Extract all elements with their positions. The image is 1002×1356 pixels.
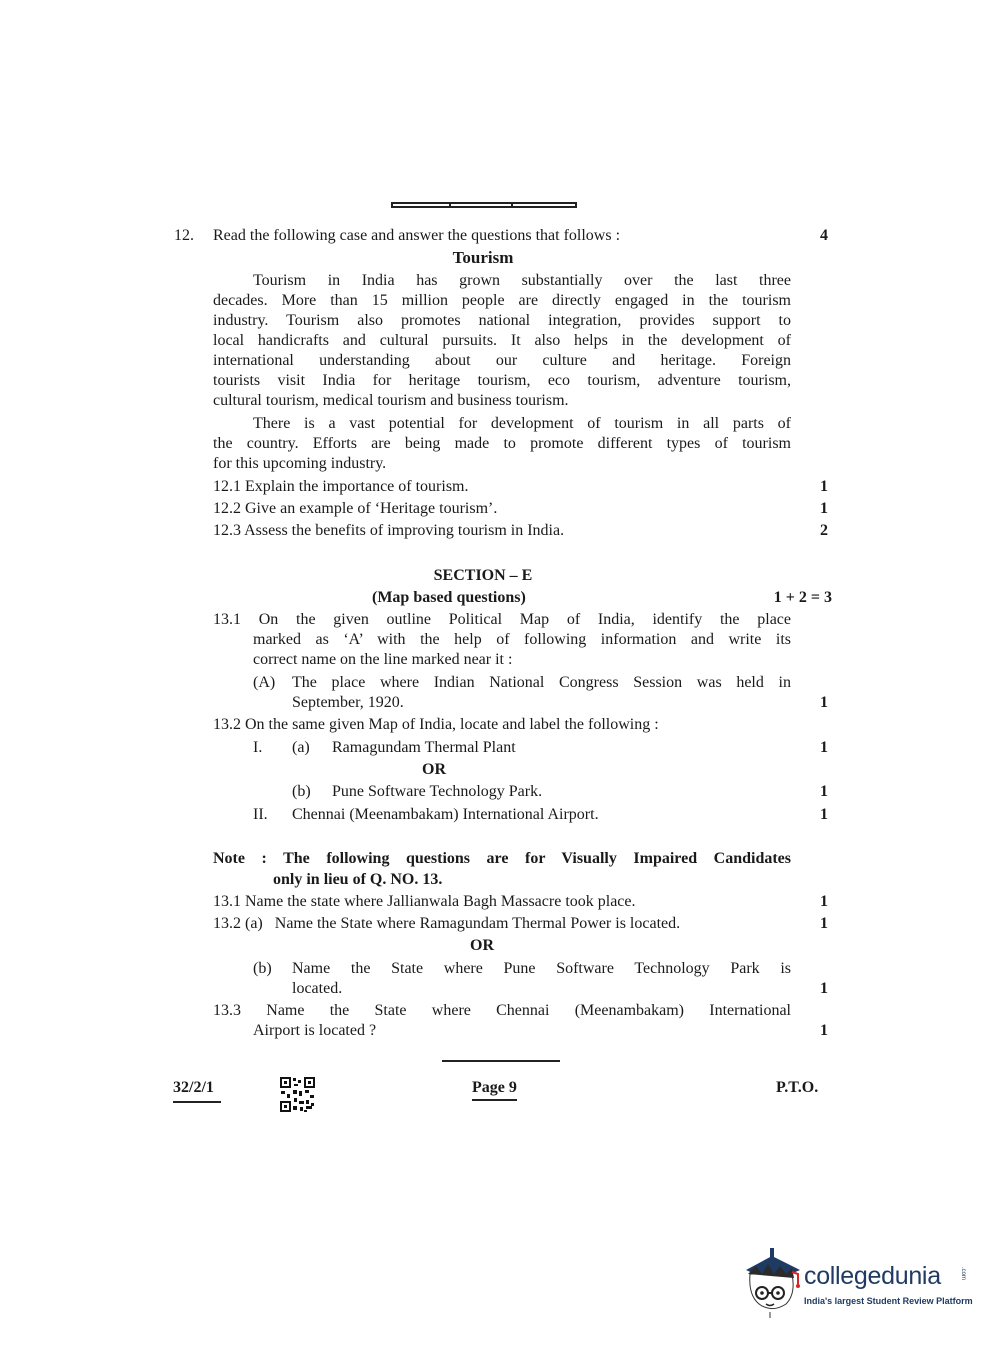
q13-1-optA-label: (A) [253, 674, 276, 691]
section-e-marks: 1 + 2 = 3 [773, 589, 832, 606]
q13-2-a-marks: 1 [820, 739, 828, 756]
q13-2-ii-marks: 1 [820, 806, 828, 823]
para2-line: There is a vast potential for development of tourism in all parts of [253, 415, 791, 432]
q12-3: 12.3 Assess the benefits of improving tourism in India. [213, 522, 565, 539]
q12-1: 12.1 Explain the importance of tourism. [213, 478, 469, 495]
vi-or: OR [470, 937, 494, 954]
brand-suffix: .com [960, 1267, 966, 1281]
vi-q13-1-marks: 1 [820, 893, 828, 910]
para1-line: decades. More than 15 million people are directly engaged in the tourism [213, 292, 791, 309]
vi-q13-3-line: Airport is located ? [253, 1022, 377, 1039]
q12-marks: 4 [820, 227, 828, 244]
q13-2-roman-ii: II. [253, 806, 268, 823]
section-e-heading: SECTION – E [433, 567, 533, 584]
vi-q13-3-marks: 1 [820, 1022, 828, 1039]
para1-line: industry. Tourism also promotes national integration, provides support to [213, 312, 791, 329]
note-line-1: Note : The following questions are for Visually Impaired Candidates [213, 850, 791, 867]
q13-1-line: correct name on the line marked near it : [253, 651, 513, 668]
q12-1-marks: 1 [820, 478, 828, 495]
page-number: Page 9 [472, 1078, 517, 1098]
vi-q13-2a: 13.2 (a) Name the State where Ramagundam Thermal Power is located. [213, 915, 681, 932]
q13-1-line: 13.1 On the given outline Political Map of India, identify the place [213, 611, 791, 628]
vi-q13-1: 13.1 Name the state where Jallianwala Bagh Massacre took place. [213, 893, 636, 910]
q13-2-intro: 13.2 On the same given Map of India, locate and label the following : [213, 716, 659, 733]
q13-1-marks: 1 [820, 694, 828, 711]
q12-prompt: Read the following case and answer the questions that follows : [213, 227, 621, 244]
q13-2-b-marks: 1 [820, 783, 828, 800]
q12-2-marks: 1 [820, 500, 828, 517]
para1-line: local handicrafts and cultural pursuits. It also helps in the development of [213, 332, 791, 349]
q13-2-b-label: (b) [292, 783, 311, 800]
paper-code: 32/2/1 [173, 1078, 221, 1103]
para2-line: for this upcoming industry. [213, 455, 387, 472]
q12-3-marks: 2 [820, 522, 828, 539]
brand-name: collegedunia [804, 1262, 941, 1290]
brand-tagline: India's largest Student Review Platform [804, 1296, 973, 1306]
q12-2: 12.2 Give an example of ‘Heritage tourism’. [213, 500, 498, 517]
case-title: Tourism [452, 248, 514, 267]
collegedunia-logo [742, 1248, 972, 1320]
q13-2-a-label: (a) [292, 739, 310, 756]
top-divider-bar [391, 202, 577, 208]
q13-2-roman-i: I. [253, 739, 263, 756]
para1-line: cultural tourism, medical tourism and business tourism. [213, 392, 569, 409]
end-rule [442, 1060, 560, 1062]
vi-q13-2b-line: Name the State where Pune Software Technology Park is [292, 960, 791, 977]
vi-q13-2b-label: (b) [253, 960, 272, 977]
para2-line: the country. Efforts are being made to promote different types of tourism [213, 435, 791, 452]
q12-number: 12. [174, 227, 194, 244]
q13-1-line: marked as ‘A’ with the help of following information and write its [253, 631, 791, 648]
vi-q13-3-line: 13.3 Name the State where Chennai (Meenambakam) International [213, 1002, 791, 1019]
vi-q13-2a-marks: 1 [820, 915, 828, 932]
q13-2-a-text: Ramagundam Thermal Plant [332, 739, 516, 756]
vi-q13-2b-marks: 1 [820, 980, 828, 997]
q13-2-or: OR [422, 761, 446, 778]
para1-line: tourists visit India for heritage tourism, eco tourism, adventure tourism, [213, 372, 791, 389]
qr-code-icon [279, 1076, 316, 1113]
note-line-2: only in lieu of Q. NO. 13. [273, 871, 443, 888]
vi-q13-2b-line: located. [292, 980, 343, 997]
q13-2-b-text: Pune Software Technology Park. [332, 783, 543, 800]
mascot-icon [742, 1248, 802, 1320]
q13-1-optA-line: September, 1920. [292, 694, 404, 711]
para1-line: international understanding about our culture and heritage. Foreign [213, 352, 791, 369]
para1-line: Tourism in India has grown substantially over the last three [253, 272, 791, 289]
q13-2-ii-text: Chennai (Meenambakam) International Airport. [292, 806, 599, 823]
section-e-subheading: (Map based questions) [372, 589, 526, 606]
pto: P.T.O. [776, 1079, 819, 1096]
q13-1-optA-line: The place where Indian National Congress Session was held in [292, 674, 791, 691]
